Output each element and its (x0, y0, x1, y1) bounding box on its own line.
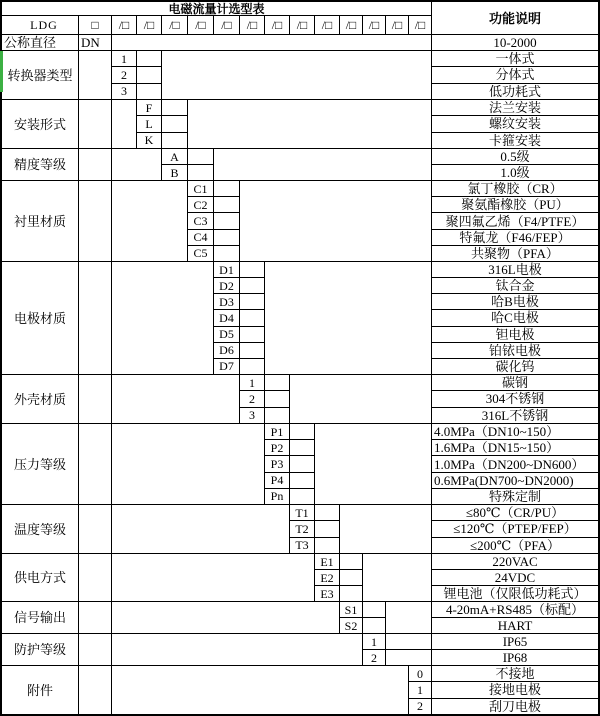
empty-cell (265, 262, 432, 374)
desc-cell: 不接地 (432, 666, 598, 682)
code-cell: P1 (265, 424, 290, 440)
spacer-cell (265, 375, 290, 391)
empty-cell (112, 634, 363, 665)
desc-cell: 卡箍安装 (488, 132, 541, 148)
empty-cell (79, 634, 112, 665)
group-label: 外壳材质 (2, 375, 79, 423)
desc-cell: 碳化钨 (495, 358, 535, 374)
empty-cell (363, 554, 432, 601)
code-cell: C1 (188, 181, 214, 197)
table-title: 电磁流量计选型表 (2, 2, 431, 16)
model-code-row (2, 16, 431, 34)
code-cell: D2 (214, 278, 240, 294)
model-segment-box: /□ (137, 16, 162, 34)
desc-cell: 0.5级 (432, 149, 598, 165)
desc-cell: 4.0MPa（DN10~150） (432, 424, 598, 440)
spacer-cell (386, 634, 432, 650)
desc-cell: 24VDC (432, 570, 598, 586)
empty-cell (112, 505, 290, 553)
group-housing-material (2, 375, 598, 424)
code-cell: A (162, 149, 188, 165)
group-label: 公称直径 (2, 35, 79, 50)
group-electrode-material (2, 262, 598, 375)
group-label: 衬里材质 (2, 181, 79, 261)
code-cell: 1 (363, 634, 386, 650)
spacer-cell (340, 570, 363, 586)
spacer-cell (137, 51, 162, 67)
desc-cell: 氯丁橡胶（CR） (432, 181, 598, 197)
empty-cell (112, 100, 137, 148)
empty-cell (112, 424, 265, 504)
spacer-cell (240, 278, 265, 294)
spacer-cell (265, 391, 290, 407)
spacer-cell (240, 327, 265, 343)
code-cell: D3 (214, 294, 240, 310)
code-cell: E3 (315, 586, 340, 601)
model-segment-box: /□ (112, 16, 137, 34)
group-temperature-rating (2, 505, 598, 554)
empty-cell (112, 149, 162, 180)
desc-cell: ≤120℃（PTEP/FEP） (432, 521, 598, 537)
desc-cell: 4-20mA+RS485（标配） (432, 602, 598, 618)
desc-cell: 聚四氟乙烯（F4/PTFE） (432, 213, 598, 229)
code-cell: K (137, 133, 162, 148)
empty-cell (112, 35, 432, 50)
spacer-cell (240, 294, 265, 310)
model-segment-box: /□ (214, 16, 240, 34)
desc-cell: 锂电池（仅限低功耗式） (443, 586, 587, 601)
empty-cell (79, 666, 112, 714)
desc-cell: 1.0MPa（DN200~DN600） (432, 456, 598, 472)
table-header (2, 2, 598, 35)
spacer-cell (240, 343, 265, 359)
code-cell: D7 (214, 359, 240, 374)
group-power-supply (2, 554, 598, 602)
spacer-cell (240, 262, 265, 278)
empty-cell (112, 602, 340, 633)
spacer-cell (315, 521, 340, 537)
empty-cell (112, 262, 214, 374)
code-cell: 2 (112, 67, 137, 83)
spacer-cell (162, 116, 188, 132)
desc-cell: 螺纹安装 (432, 116, 598, 132)
code-cell: B (162, 165, 188, 180)
desc-cell: 共聚物（PFA） (471, 245, 559, 261)
empty-cell (79, 554, 112, 601)
desc-cell: 刮刀电极 (488, 698, 541, 714)
group-installation-type (2, 100, 598, 149)
desc-cell: 304不锈钢 (432, 391, 598, 407)
group-label: 转换器类型 (2, 51, 79, 99)
code-cell: E2 (315, 570, 340, 586)
desc-cell: 钽电极 (432, 327, 598, 343)
code-cell: D1 (214, 262, 240, 278)
desc-cell: 碳钢 (432, 375, 598, 391)
code-cell: 1 (240, 375, 265, 391)
model-segment-box: /□ (265, 16, 290, 34)
desc-cell: 0.6MPa(DN700~DN2000) (432, 473, 598, 489)
spacer-cell (137, 84, 162, 99)
code-cell: 2 (240, 391, 265, 407)
code-cell: F (137, 100, 162, 116)
spacer-cell (315, 538, 340, 553)
desc-cell: 法兰安装 (432, 100, 598, 116)
spacer-cell (386, 650, 432, 665)
spacer-cell (137, 67, 162, 83)
empty-cell (290, 375, 432, 423)
empty-cell (79, 100, 112, 148)
desc-cell: IP65 (432, 634, 598, 650)
model-segment-box: /□ (386, 16, 409, 34)
empty-cell (79, 262, 112, 374)
group-accessories (2, 666, 598, 714)
spacer-cell (363, 602, 386, 618)
model-segment-box: /□ (315, 16, 340, 34)
desc-cell: 聚氨酯橡胶（PU） (432, 197, 598, 213)
desc-cell: 哈C电极 (432, 310, 598, 326)
spacer-cell (290, 456, 315, 472)
empty-cell (79, 375, 112, 423)
model-segment-box: /□ (363, 16, 386, 34)
spacer-cell (290, 473, 315, 489)
empty-cell (240, 181, 432, 261)
header-left (2, 2, 432, 34)
spacer-cell (340, 554, 363, 570)
code-cell: D4 (214, 310, 240, 326)
desc-cell: 铂铱电极 (432, 343, 598, 359)
desc-cell: ≤80℃（CR/PU） (432, 505, 598, 521)
code-cell: 3 (240, 408, 265, 423)
model-segment-box: /□ (240, 16, 265, 34)
empty-cell (112, 375, 240, 423)
code-cell: 2 (409, 699, 432, 714)
desc-cell: 特殊定制 (488, 488, 541, 504)
group-transducer-type (2, 51, 598, 100)
group-label: 压力等级 (2, 424, 79, 504)
code-cell: P2 (265, 440, 290, 456)
group-label: 电极材质 (2, 262, 79, 374)
code-cell: Pn (265, 489, 290, 504)
desc-cell: 钛合金 (432, 278, 598, 294)
spacer-cell (240, 359, 265, 374)
model-segment-box: /□ (340, 16, 363, 34)
spacer-cell (290, 424, 315, 440)
group-label: 精度等级 (2, 149, 79, 180)
desc-cell: 特氟龙（F46/FEP） (432, 230, 598, 246)
code-cell: L (137, 116, 162, 132)
code-cell: S1 (340, 602, 363, 618)
desc-cell: 10-2000 (493, 35, 537, 50)
spacer-cell (162, 100, 188, 116)
spacer-cell (340, 586, 363, 601)
empty-cell (112, 554, 315, 601)
empty-cell (214, 149, 432, 180)
model-segment-box: /□ (414, 18, 426, 32)
desc-cell: ≤200℃（PFA） (469, 537, 561, 553)
group-accuracy-class (2, 149, 598, 181)
desc-cell: 接地电极 (432, 682, 598, 698)
spacer-cell (315, 505, 340, 521)
spacer-cell (188, 165, 214, 180)
code-cell: P3 (265, 456, 290, 472)
spacer-cell (240, 310, 265, 326)
group-signal-output (2, 602, 598, 634)
code-cell: E1 (315, 554, 340, 570)
desc-cell: 一体式 (432, 51, 598, 67)
empty-cell (162, 51, 432, 99)
desc-cell: HART (497, 618, 533, 633)
model-first-box: □ (79, 16, 112, 34)
empty-cell (79, 51, 112, 99)
code-cell: 2 (363, 650, 386, 665)
spacer-cell (188, 149, 214, 165)
model-segment-box: /□ (162, 16, 188, 34)
code-cell: D6 (214, 343, 240, 359)
empty-cell (386, 602, 432, 633)
code-cell: C2 (188, 197, 214, 213)
spacer-cell (162, 133, 188, 148)
spacer-cell (363, 618, 386, 633)
code-cell: T1 (290, 505, 315, 521)
code-cell: C4 (188, 230, 214, 246)
group-protection-rating (2, 634, 598, 666)
group-label: 安装形式 (2, 100, 79, 148)
empty-cell (79, 181, 112, 261)
group-nominal-diameter (2, 35, 598, 51)
spacer-cell (214, 197, 240, 213)
group-label: 防护等级 (2, 634, 79, 665)
empty-cell (188, 100, 432, 148)
code-cell: 1 (112, 51, 137, 67)
model-segment-box: /□ (290, 16, 315, 34)
function-column-header: 功能说明 (488, 10, 541, 26)
desc-cell: 1.0级 (500, 165, 530, 180)
empty-cell (112, 666, 409, 714)
desc-cell: 低功耗式 (488, 83, 541, 99)
code-cell: P4 (265, 473, 290, 489)
spacer-cell (290, 489, 315, 504)
group-label: 信号输出 (2, 602, 79, 633)
group-liner-material (2, 181, 598, 262)
desc-cell: 1.6MPa（DN15~150） (432, 440, 598, 456)
desc-cell: IP68 (502, 650, 528, 665)
code-cell: T3 (290, 538, 315, 553)
code-cell: 3 (112, 84, 137, 99)
spacer-cell (214, 181, 240, 197)
code-cell: C5 (188, 246, 214, 261)
desc-cell: 316L不锈钢 (481, 407, 549, 423)
code-cell: D5 (214, 327, 240, 343)
empty-cell (340, 505, 432, 553)
empty-cell (315, 424, 432, 504)
spacer-cell (290, 440, 315, 456)
empty-cell (79, 149, 112, 180)
desc-cell: 220VAC (432, 554, 598, 570)
desc-cell: 316L电极 (432, 262, 598, 278)
code-cell: T2 (290, 521, 315, 537)
code-cell: S2 (340, 618, 363, 633)
group-pressure-rating (2, 424, 598, 505)
desc-cell: 分体式 (432, 67, 598, 83)
spacer-cell (265, 408, 290, 423)
dn-code-cell: DN (79, 35, 112, 50)
code-cell: C3 (188, 213, 214, 229)
code-cell: 0 (409, 666, 432, 682)
spacer-cell (214, 246, 240, 261)
empty-cell (112, 181, 188, 261)
spacer-cell (214, 213, 240, 229)
group-label: 附件 (2, 666, 79, 714)
model-prefix: LDG (2, 16, 79, 34)
group-label: 供电方式 (2, 554, 79, 601)
empty-cell (79, 424, 112, 504)
empty-cell (79, 602, 112, 633)
spacer-cell (214, 230, 240, 246)
group-label: 温度等级 (2, 505, 79, 553)
desc-cell: 哈B电极 (432, 294, 598, 310)
code-cell: 1 (409, 682, 432, 698)
model-segment-box: /□ (188, 16, 214, 34)
empty-cell (79, 505, 112, 553)
